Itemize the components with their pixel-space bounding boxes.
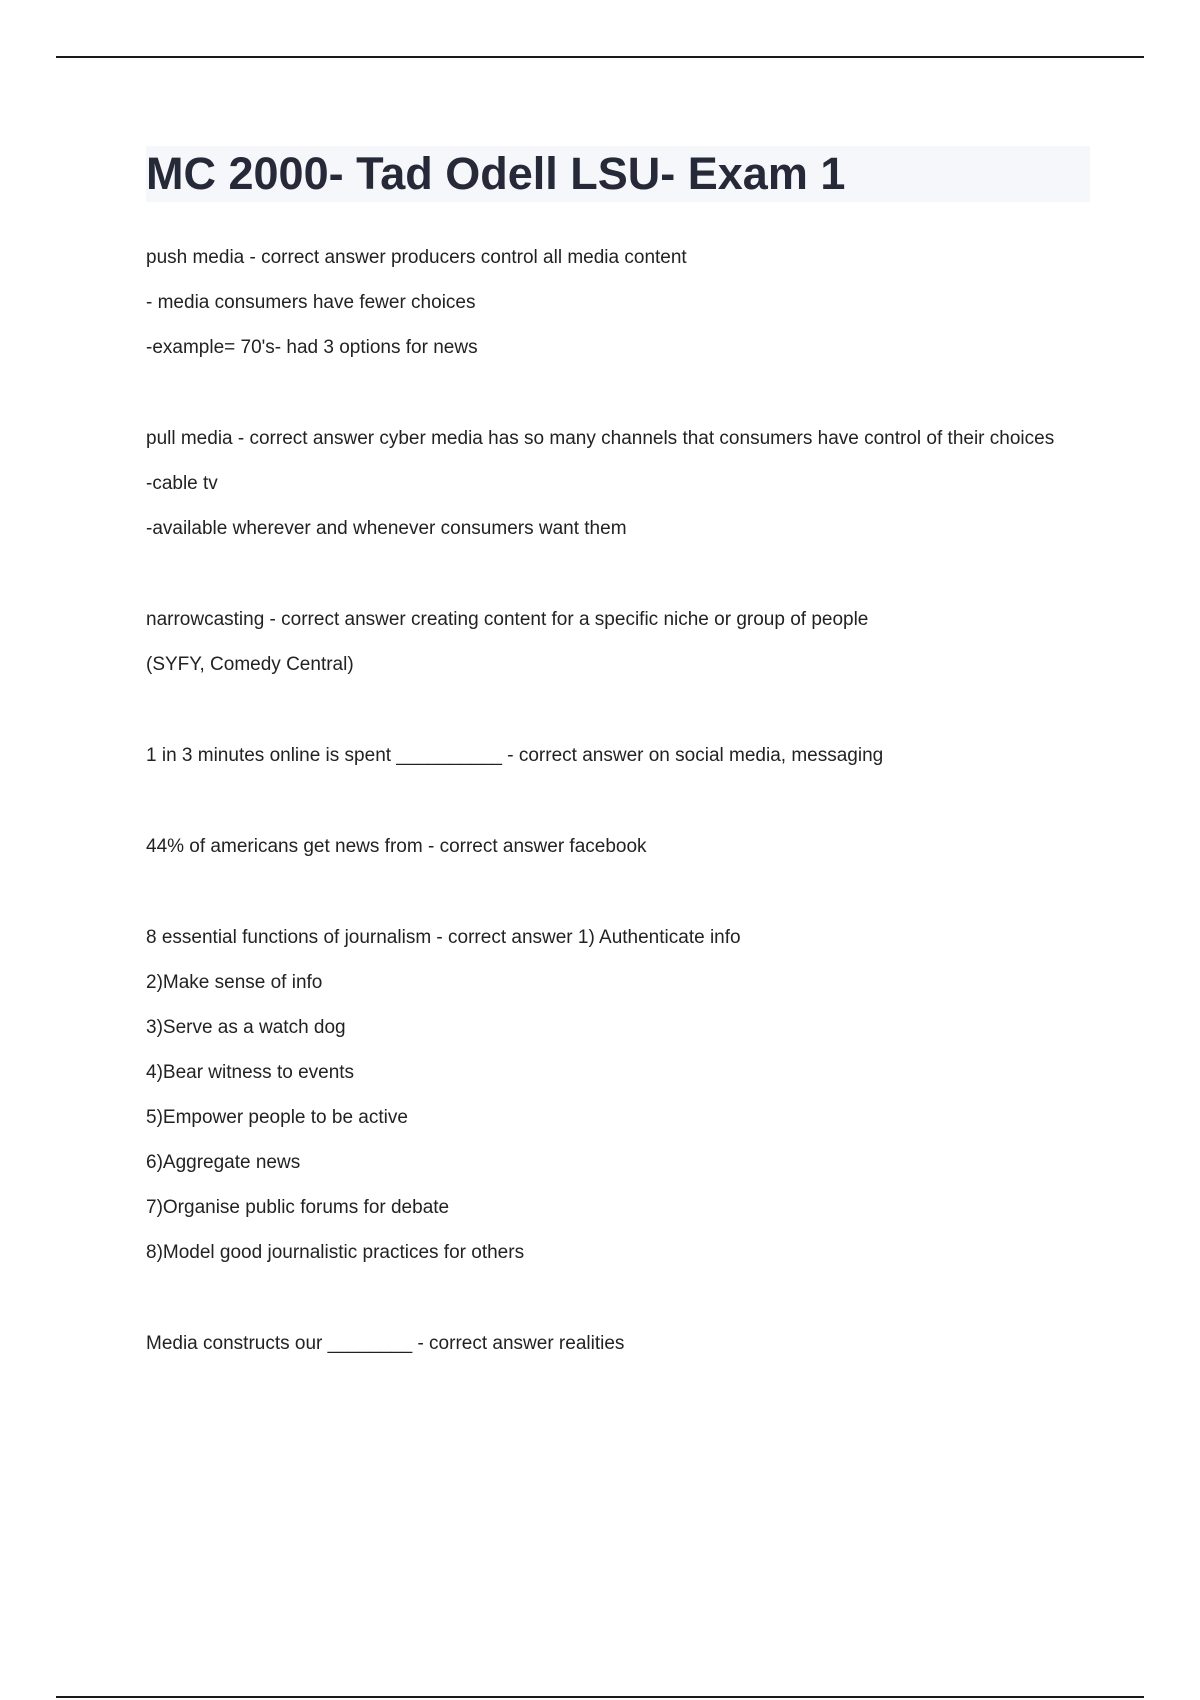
entry-line: (SYFY, Comedy Central) bbox=[146, 654, 354, 675]
entry-line: 4)Bear witness to events bbox=[146, 1062, 355, 1083]
entry-line: 6)Aggregate news bbox=[146, 1152, 301, 1173]
entry-line: 8)Model good journalistic practices for others bbox=[146, 1242, 525, 1263]
entry-line: pull media - correct answer cyber media has so many channels that consumers have control of their choices bbox=[146, 428, 1055, 449]
qa-entry-push-media bbox=[146, 243, 1056, 363]
qa-entry-news-source bbox=[146, 832, 1056, 862]
entry-line: 5)Empower people to be active bbox=[146, 1107, 408, 1128]
entry-line: - media consumers have fewer choices bbox=[146, 292, 476, 313]
entry-line: push media - correct answer producers control all media content bbox=[146, 247, 687, 268]
qa-entry-media-constructs bbox=[146, 1329, 1056, 1359]
entry-line: -example= 70's- had 3 options for news bbox=[146, 337, 478, 358]
entry-line: 8 essential functions of journalism - correct answer 1) Authenticate info bbox=[146, 927, 741, 948]
entry-line: narrowcasting - correct answer creating content for a specific niche or group of people bbox=[146, 609, 869, 630]
entry-line: Media constructs our ________ - correct answer realities bbox=[146, 1333, 625, 1354]
entry-line: -cable tv bbox=[146, 473, 218, 494]
document-body bbox=[146, 243, 1056, 1359]
qa-entry-pull-media bbox=[146, 424, 1056, 544]
qa-entry-narrowcasting bbox=[146, 605, 1056, 680]
bottom-rule bbox=[56, 1696, 1144, 1698]
entry-line: -available wherever and whenever consumers want them bbox=[146, 518, 627, 539]
entry-line: 1 in 3 minutes online is spent __________ - correct answer on social media, messaging bbox=[146, 745, 884, 766]
entry-line: 2)Make sense of info bbox=[146, 972, 323, 993]
entry-line: 3)Serve as a watch dog bbox=[146, 1017, 346, 1038]
entry-line: 7)Organise public forums for debate bbox=[146, 1197, 450, 1218]
entry-line: 44% of americans get news from - correct answer facebook bbox=[146, 836, 647, 857]
qa-entry-journalism-functions bbox=[146, 923, 1056, 1268]
top-rule bbox=[56, 56, 1144, 58]
document-title: MC 2000- Tad Odell LSU- Exam 1 bbox=[146, 148, 846, 199]
qa-entry-minutes-online bbox=[146, 741, 1056, 771]
